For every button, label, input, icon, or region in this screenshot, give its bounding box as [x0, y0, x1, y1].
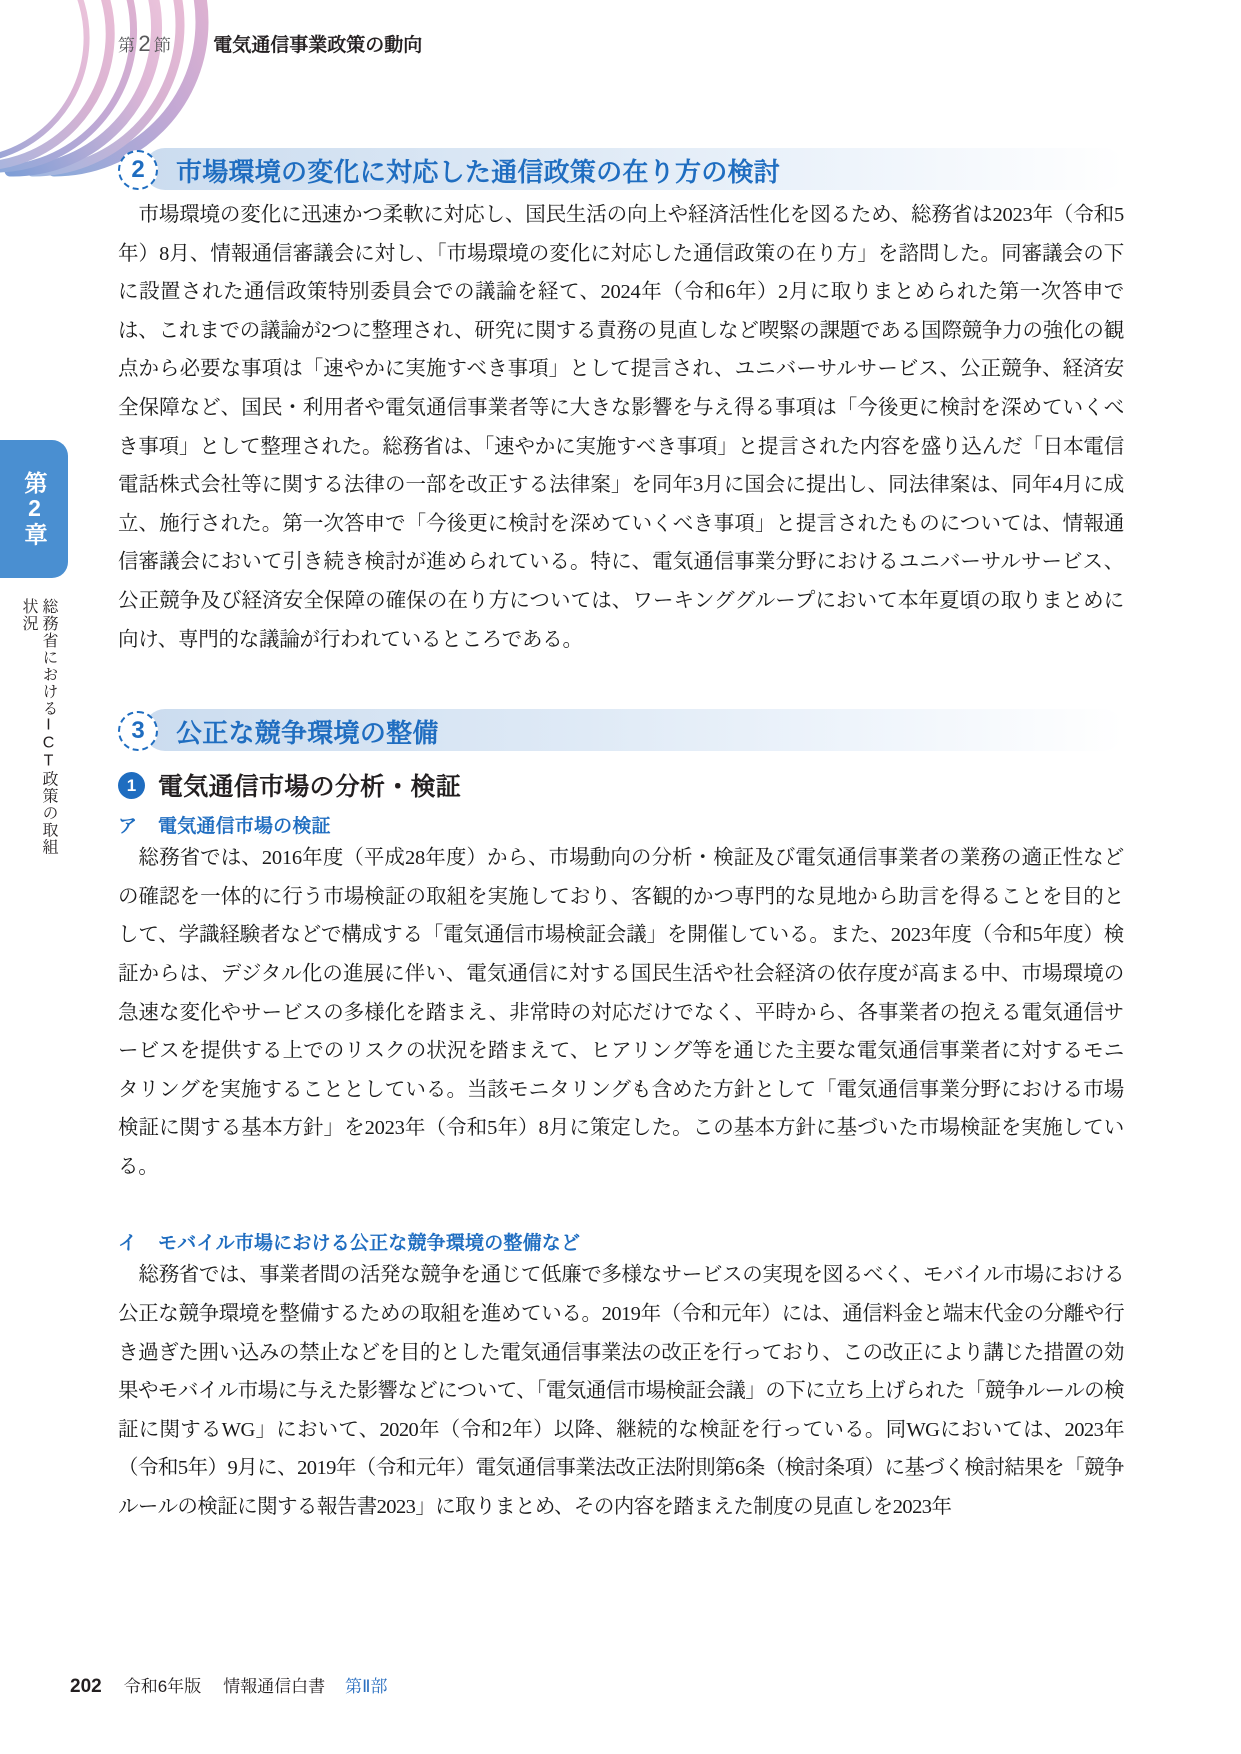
subsection-heading-1: [118, 767, 1124, 803]
item-a-paragraph: 総務省では、2016年度（平成28年度）から、市場動向の分析・検証及び電気通信事業者の業務の適正性などの確認を一体的に行う市場検証の取組を実施しており、客観的かつ専門的な見地から助言を得ることを目的として、学識経験者などで構成する「電気通信市場検証会議」を開催している。また、2023年度（令和5年度）検証からは、デジタル化の進展に伴い、電気通信に対する国民生活や社会経済の依存度が高まる中、市場環境の急速な変化やサービスの多様化を踏まえ、非常時の対応だけでなく、平時から、各事業者の抱える電気通信サービスを提供する上でのリスクの状況を踏まえて、ヒアリング等を通じた主要な電気通信事業者に対するモニタリングを実施することとしている。当該モニタリングも含めた方針として「電気通信事業分野における市場検証に関する基本方針」を2023年（令和5年）8月に策定した。この基本方針に基づいた市場検証を実施している。: [118, 847, 1124, 1178]
subsection-heading-1-label: 電気通信市場の分析・検証: [158, 773, 462, 802]
item-heading-i: [118, 1228, 1124, 1255]
chapter-tab: [0, 440, 68, 578]
footer-edition: 令和6年版: [123, 1677, 202, 1696]
item-heading-a-marker: ア: [118, 816, 138, 838]
item-heading-i-label: モバイル市場における公正な競争環境の整備など: [158, 1233, 581, 1255]
section-2-paragraph: 市場環境の変化に迅速かつ柔軟に対応し、国民生活の向上や経済活性化を図るため、総務省は2023年（令和5年）8月、情報通信審議会に対し、「市場環境の変化に対応した通信政策の在り方」を諮問した。同審議会の下に設置された通信政策特別委員会での議論を経て、2024年（令和6年）2月に取りまとめられた第一次答申では、これまでの議論が2つに整理され、研究に関する責務の見直しなど喫緊の課題である国際競争力の強化の観点から必要な事項は「速やかに実施すべき事項」として提言され、ユニバーサルサービス、公正競争、経済安全保障など、国民・利用者や電気通信事業者等に大きな影響を与え得る事項は「今後更に検討を深めていくべき事項」として整理された。総務省は、「速やかに実施すべき事項」と提言された内容を盛り込んだ「日本電信電話株式会社等に関する法律の一部を改正する法律案」を同年3月に国会に提出し、同法律案は、同年4月に成立、施行された。第一次答申で「今後更に検討を深めていくべき事項」と提言されたものについては、情報通信審議会において引き続き検討が進められている。特に、電気通信事業分野におけるユニバーサルサービス、公正競争及び経済安全保障の確保の在り方については、ワーキンググループにおいて本年夏頃の取りまとめに向け、専門的な議論が行われているところである。: [118, 204, 1124, 651]
footer-part: 第Ⅱ部: [345, 1677, 388, 1696]
page-content: [118, 148, 1124, 1527]
running-head: [118, 30, 422, 57]
item-heading-a: [118, 811, 1124, 838]
section-heading-2: [118, 148, 1124, 192]
chapter-side-title: 総務省におけるICT政策の取組状況: [20, 598, 57, 856]
section-heading-3-number: 3: [118, 711, 158, 751]
item-heading-a-label: 電気通信市場の検証: [158, 816, 331, 838]
section-heading-3: [118, 709, 1124, 753]
item-heading-i-marker: イ: [118, 1233, 138, 1255]
footer-document-title: 情報通信白書: [223, 1677, 326, 1696]
section-heading-3-label: 公正な競争環境の整備: [176, 717, 439, 748]
subsection-heading-1-number: 1: [118, 772, 145, 799]
section-heading-2-number: 2: [118, 150, 158, 190]
footer-page-number: 202: [70, 1676, 102, 1697]
running-head-title: 電気通信事業政策の動向: [213, 35, 423, 56]
section-heading-2-label: 市場環境の変化に対応した通信政策の在り方の検討: [176, 156, 780, 187]
page-footer: [70, 1672, 388, 1698]
item-i-paragraph: 総務省では、事業者間の活発な競争を通じて低廉で多様なサービスの実現を図るべく、モバイル市場における公正な競争環境を整備するための取組を進めている。2019年（令和元年）には、通信料金と端末代金の分離や行き過ぎた囲い込みの禁止などを目的とした電気通信事業法の改正を行っており、この改正により講じた措置の効果やモバイル市場に与えた影響などについて、「電気通信市場検証会議」の下に立ち上げられた「競争ルールの検証に関するWG」において、2020年（令和2年）以降、継続的な検証を行っている。同WGにおいては、2023年（令和5年）9月に、2019年（令和元年）電気通信事業法改正法附則第6条（検討条項）に基づく検討結果を「競争ルールの検証に関する報告書2023」に取りまとめ、その内容を踏まえた制度の見直しを2023年: [118, 1264, 1124, 1519]
chapter-tab-label: 第2章: [21, 471, 48, 547]
running-head-section: 第 2 節: [118, 31, 172, 56]
